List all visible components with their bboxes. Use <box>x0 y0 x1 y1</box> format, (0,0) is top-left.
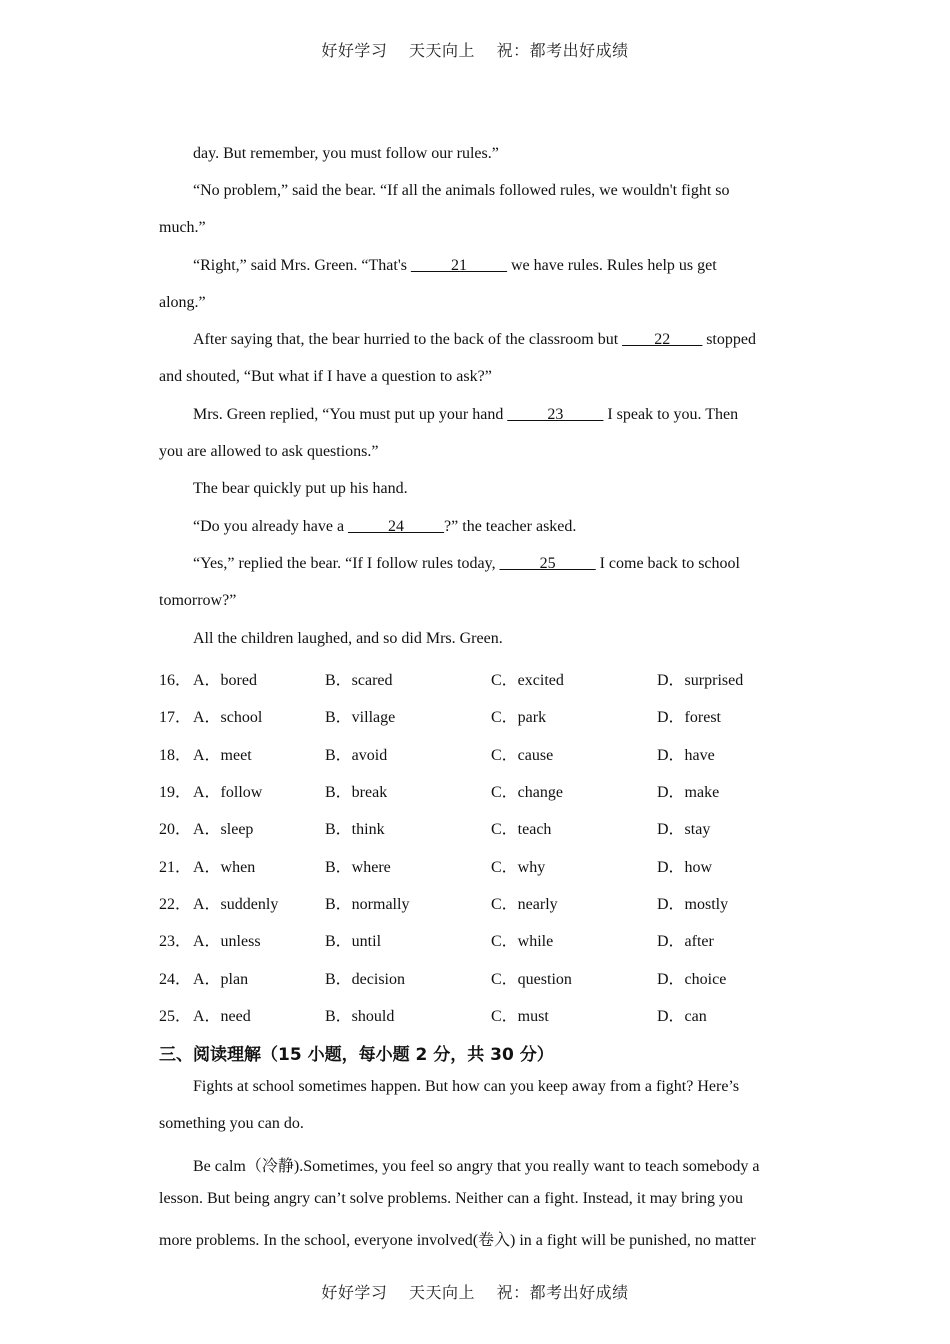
story-text: “Do you already have a <box>193 518 349 535</box>
option-c: C．why <box>491 859 546 876</box>
story-line-11 <box>193 518 576 536</box>
question-number: 20． <box>159 821 192 838</box>
question-number: 21． <box>159 859 192 876</box>
story-text: I speak to you. Then <box>603 406 739 423</box>
option-b: B．scared <box>325 672 393 689</box>
option-c: C．must <box>491 1008 549 1025</box>
story-line-14: All the children laughed, and so did Mrs. Green. <box>193 630 503 647</box>
option-c: C．question <box>491 971 572 988</box>
option-d: D．have <box>657 747 715 764</box>
story-line-9: you are allowed to ask questions.” <box>159 443 379 460</box>
option-a: A．need <box>193 1008 251 1025</box>
option-d: D．make <box>657 784 720 801</box>
question-number: 24． <box>159 971 192 988</box>
option-b: B．avoid <box>325 747 388 764</box>
option-c: C．change <box>491 784 563 801</box>
reading-line-3: Be calm（冷静).Sometimes, you feel so angry that you really want to teach somebody a <box>193 1158 760 1175</box>
option-b: B．village <box>325 709 396 726</box>
question-number: 23． <box>159 933 192 950</box>
option-a: A．unless <box>193 933 261 950</box>
question-number: 25． <box>159 1008 192 1025</box>
reading-line-4: lesson. But being angry can’t solve problems. Neither can a fight. Instead, it may bring you <box>159 1190 744 1207</box>
story-text: “Yes,” replied the bear. “If I follow rules today, <box>193 555 500 572</box>
option-c: C．park <box>491 709 547 726</box>
story-text: we have rules. Rules help us get <box>506 257 717 274</box>
option-c: C．teach <box>491 821 552 838</box>
option-a: A．when <box>193 859 256 876</box>
blank-22: ____22____ <box>622 331 703 348</box>
story-text: “Right,” said Mrs. Green. “That's <box>193 257 411 274</box>
question-number: 22． <box>159 896 192 913</box>
option-a: A．plan <box>193 971 249 988</box>
story-text: Mrs. Green replied, “You must put up your hand <box>193 406 508 423</box>
header-text-1: 好好学习 <box>321 41 388 60</box>
option-b: B．until <box>325 933 382 950</box>
option-a: A．suddenly <box>193 896 279 913</box>
page-header <box>0 38 950 61</box>
story-text: stopped <box>702 331 756 348</box>
footer-text-1: 好好学习 <box>321 1283 388 1302</box>
story-line-5: along.” <box>159 294 206 311</box>
story-line-3: much.” <box>159 219 206 236</box>
option-a: A．follow <box>193 784 263 801</box>
option-d: D．stay <box>657 821 711 838</box>
footer-text-2: 天天向上 <box>408 1283 475 1302</box>
blank-21: _____21_____ <box>410 257 507 274</box>
option-a: A．bored <box>193 672 257 689</box>
option-d: D．mostly <box>657 896 729 913</box>
story-line-2: “No problem,” said the bear. “If all the animals followed rules, we wouldn't fight so <box>193 182 730 199</box>
blank-24: _____24_____ <box>348 518 445 535</box>
story-line-12 <box>193 555 740 573</box>
blank-23: _____23_____ <box>507 406 604 423</box>
story-text: After saying that, the bear hurried to the back of the classroom but <box>193 331 623 348</box>
story-line-6 <box>193 331 756 349</box>
option-b: B．break <box>325 784 388 801</box>
option-a: A．school <box>193 709 263 726</box>
option-c: C．cause <box>491 747 554 764</box>
question-number: 17． <box>159 709 192 726</box>
option-b: B．decision <box>325 971 405 988</box>
option-c: C．while <box>491 933 554 950</box>
header-text-3: 祝：都考出好成绩 <box>496 41 629 60</box>
reading-line-1: Fights at school sometimes happen. But how can you keep away from a fight? Here’s <box>193 1078 740 1095</box>
option-b: B．should <box>325 1008 395 1025</box>
option-c: C．nearly <box>491 896 558 913</box>
reading-line-5: more problems. In the school, everyone involved(卷入) in a fight will be punished, no matter <box>159 1232 756 1249</box>
option-d: D．choice <box>657 971 727 988</box>
story-line-13: tomorrow?” <box>159 592 237 609</box>
page-footer <box>0 1280 950 1303</box>
story-text: ?” the teacher asked. <box>444 518 577 535</box>
story-line-7: and shouted, “But what if I have a question to ask?” <box>159 368 492 385</box>
option-a: A．meet <box>193 747 252 764</box>
option-c: C．excited <box>491 672 564 689</box>
reading-line-2: something you can do. <box>159 1115 304 1132</box>
footer-text-3: 祝：都考出好成绩 <box>496 1283 629 1302</box>
story-line-4 <box>193 257 717 275</box>
option-b: B．normally <box>325 896 410 913</box>
blank-25: _____25_____ <box>499 555 596 572</box>
header-text-2: 天天向上 <box>408 41 475 60</box>
option-d: D．surprised <box>657 672 744 689</box>
option-a: A．sleep <box>193 821 254 838</box>
story-line-1: day. But remember, you must follow our rules.” <box>193 145 499 162</box>
question-number: 18． <box>159 747 192 764</box>
option-b: B．where <box>325 859 391 876</box>
story-text: I come back to school <box>595 555 740 572</box>
option-b: B．think <box>325 821 385 838</box>
option-d: D．can <box>657 1008 707 1025</box>
section-title: 三、阅读理解（15 小题，每小题 2 分，共 30 分） <box>159 1045 554 1065</box>
option-d: D．forest <box>657 709 721 726</box>
story-line-10: The bear quickly put up his hand. <box>193 480 408 497</box>
question-number: 19． <box>159 784 192 801</box>
question-number: 16． <box>159 672 192 689</box>
option-d: D．how <box>657 859 713 876</box>
story-line-8 <box>193 406 738 424</box>
option-d: D．after <box>657 933 714 950</box>
